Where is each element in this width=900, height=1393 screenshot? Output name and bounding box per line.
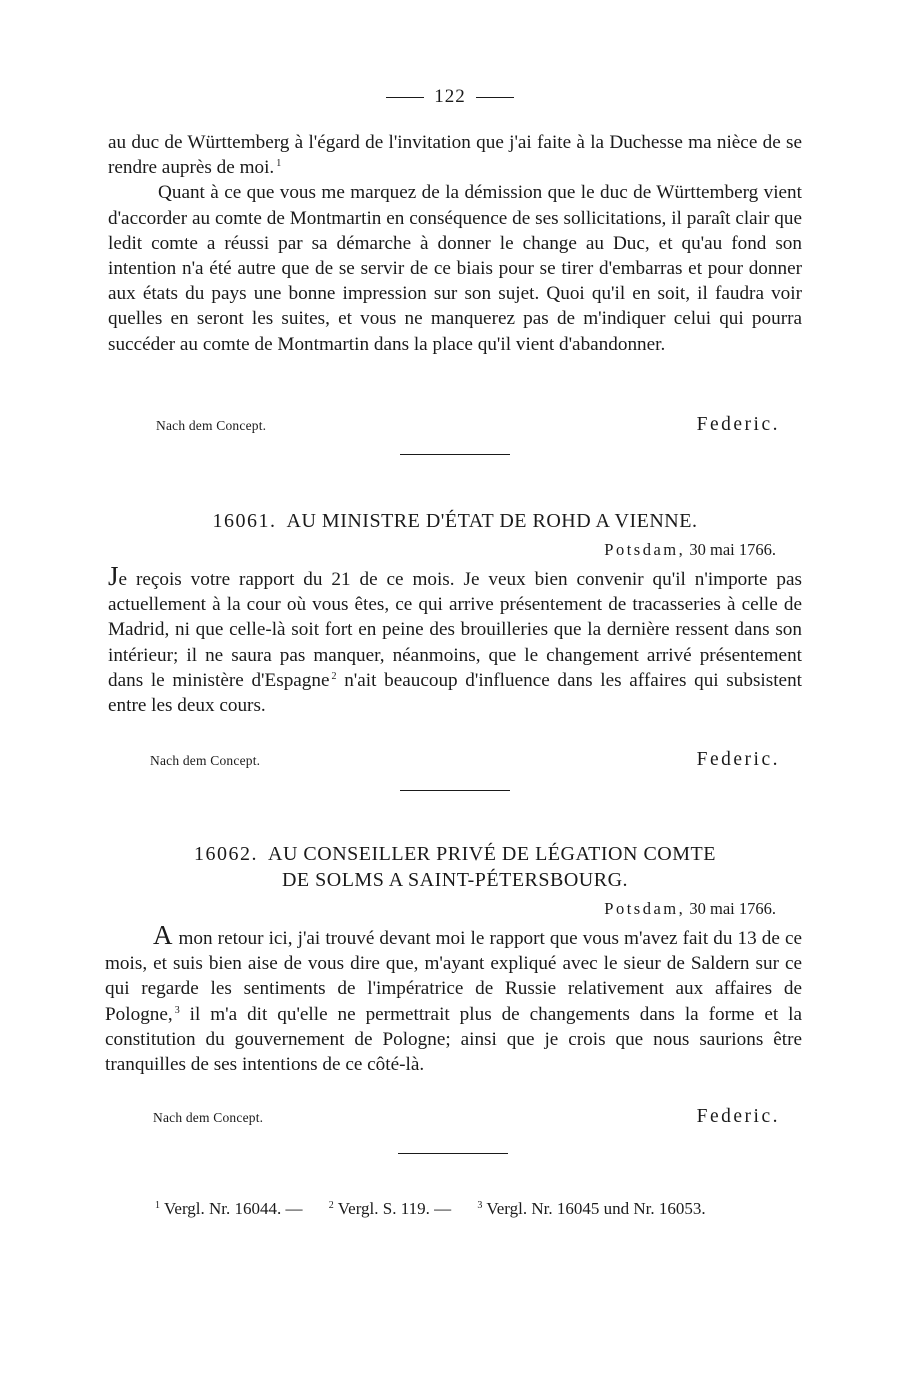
concept-note: Nach dem Concept. <box>150 753 261 768</box>
letter-16061-closing <box>108 745 780 771</box>
page-number-line <box>0 86 900 108</box>
date: 30 mai 1766. <box>689 899 776 918</box>
signature: Federic. <box>696 414 780 435</box>
page-number-dash <box>476 97 514 98</box>
body-text: il m'a dit qu'elle ne permettrait plus de changements dans la forme et la constitution du gouvernement de Pologne; ainsi que je crois que nous saurions être tranquilles de ses intentions de ce côté-là. <box>105 1003 802 1076</box>
letter-16061-body <box>108 561 802 718</box>
footnote-1 <box>155 1199 303 1218</box>
page-number-dash <box>386 97 424 98</box>
footnote-marker: 2 <box>331 670 337 682</box>
signature: Federic. <box>696 749 780 770</box>
letter-16061-dateline <box>108 540 776 560</box>
intro-closing <box>108 410 780 436</box>
footnote-marker: 1 <box>276 158 282 170</box>
place: Potsdam, <box>604 540 686 559</box>
footnote-1-text: Vergl. Nr. 16044. — <box>164 1199 303 1218</box>
intro-paragraph-1-text: au duc de Württemberg à l'égard de l'invitation que j'ai faite à la Duchesse ma nièce de se rendre auprès de moi. <box>108 132 802 179</box>
section-divider <box>400 790 510 791</box>
letter-title-line-2: DE SOLMS A SAINT-PÉTERSBOURG. <box>281 869 629 891</box>
letter-16061-heading <box>108 508 802 534</box>
body-text: e reçois votre rapport du 21 de ce mois. Je veux bien convenir qu'il n'importe pas actuellement à la cour où vous êtes, ce qui arrive présentement de tracasseries à celle de Madrid, ni que celle-là soit fort en peine des brouilleries que la dernière ressent dans son intérieur; il ne saura pas manquer, néanmoins, que le changement arrivé présentement dans le ministère d'Espagne <box>108 569 802 691</box>
signature: Federic. <box>696 1106 780 1127</box>
concept-note: Nach dem Concept. <box>153 1110 264 1125</box>
letter-title: AU MINISTRE D'ÉTAT DE ROHD A VIENNE. <box>286 510 698 532</box>
footnote-2 <box>329 1199 451 1218</box>
body-text: mon retour ici, j'ai trouvé devant moi le rapport que vous m'avez fait du 13 de ce mois, et suis bien aise de vous dire que, m'ayant expliqué avec le sieur de Saldern sur ce qui regarde les sentiments de l'impératrice de Russie relativement aux affaires de Pologne, <box>105 928 802 1025</box>
letter-16062-closing <box>108 1102 780 1128</box>
page-number: 122 <box>434 86 466 107</box>
section-divider <box>400 454 510 455</box>
letter-number: 16062. <box>194 843 259 865</box>
concept-note: Nach dem Concept. <box>156 418 267 433</box>
letter-number: 16061. <box>212 510 277 532</box>
intro-paragraph-2: Quant à ce que vous me marquez de la démission que le duc de Württemberg vient d'accorder au comte de Montmartin en conséquence de ses sollicitations, il paraît clair que ledit comte a réussi par sa démarche à donner le change au Duc, et qu'au fond son intention n'a été autre que de se servir de ce biais pour se tirer d'embarras et pour donner aux états du pays une bonne impression sur son sujet. Quoi qu'il en soit, il faudra voir quelles en seront les suites, et vous ne manquerez pas de m'indiquer celui qui pourra succéder au comte de Montmartin dans la place qu'il vient d'abandonner. <box>108 182 802 355</box>
initial-letter: J <box>108 561 119 591</box>
letter-16062-body <box>105 920 802 1077</box>
footnote-1-mark: 1 <box>155 1200 160 1211</box>
letter-16062-heading <box>108 841 802 893</box>
section-divider <box>398 1153 508 1154</box>
body-text: n'ait beaucoup d'influence dans les affaires qui subsistent entre les deux cours. <box>108 669 802 717</box>
intro-text <box>108 130 802 357</box>
footnote-3-mark: 3 <box>477 1200 483 1211</box>
place: Potsdam, <box>604 899 686 918</box>
intro-paragraph-1 <box>108 130 802 180</box>
date: 30 mai 1766. <box>689 540 776 559</box>
letter-title-line-1 <box>108 841 802 867</box>
letter-16061-paragraph <box>108 561 802 718</box>
letter-title: AU CONSEILLER PRIVÉ DE LÉGATION COMTE <box>268 843 716 865</box>
footnote-marker: 3 <box>174 1004 180 1016</box>
letter-16062-dateline <box>108 899 776 919</box>
footnote-3 <box>477 1199 705 1218</box>
footnotes <box>105 1197 797 1221</box>
footnote-2-mark: 2 <box>328 1200 334 1211</box>
initial-letter: A <box>153 920 173 950</box>
footnote-2-text: Vergl. S. 119. — <box>337 1199 452 1218</box>
footnote-3-text: Vergl. Nr. 16045 und Nr. 16053. <box>486 1199 706 1218</box>
letter-16062-paragraph <box>105 920 802 1077</box>
